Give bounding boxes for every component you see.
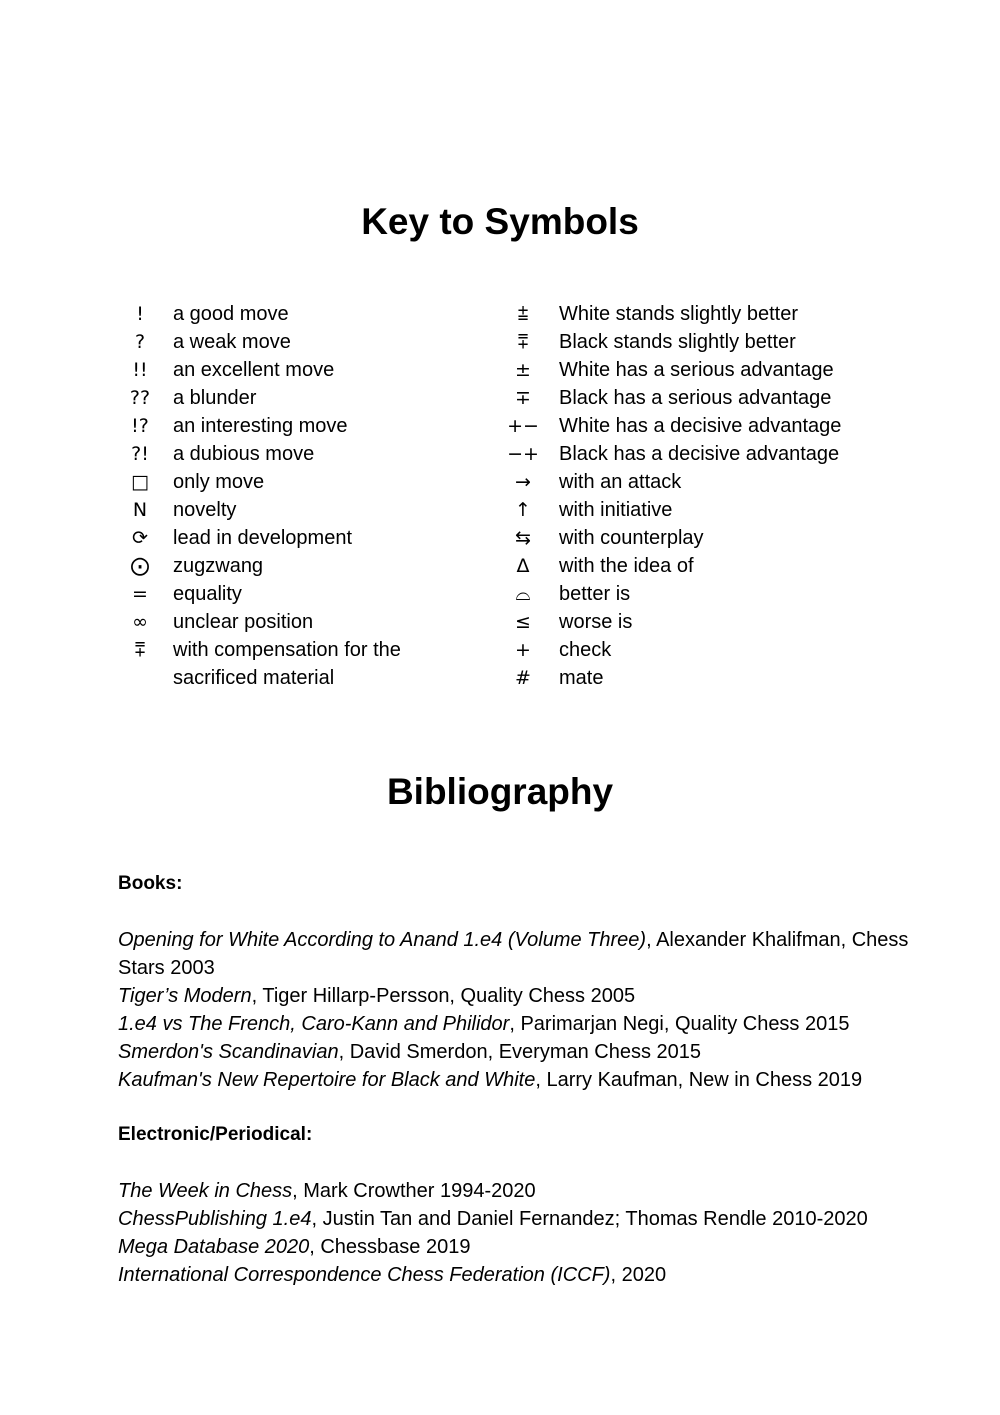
symbol-row xyxy=(120,468,480,496)
symbol-description: lead in development xyxy=(173,527,353,549)
symbol-description: a good move xyxy=(173,303,289,325)
symbol-description: an excellent move xyxy=(173,359,335,381)
symbol-glyph: ± xyxy=(515,359,531,381)
symbol-glyph: ⩱ xyxy=(134,639,146,661)
entry-title: International Correspondence Chess Federation (ICCF) xyxy=(118,1264,611,1286)
entry-title: Tiger’s Modern xyxy=(118,985,252,1007)
symbol-description: Black has a serious advantage xyxy=(559,387,832,409)
symbol-glyph: ≤ xyxy=(515,611,531,633)
symbol-row xyxy=(120,552,480,580)
entry-details: , David Smerdon, Everyman Chess 2015 xyxy=(338,1041,702,1063)
symbol-glyph: −+ xyxy=(507,443,539,465)
symbol-row xyxy=(503,412,923,440)
bibliography-entry xyxy=(118,1261,918,1289)
entry-details: , 2020 xyxy=(610,1264,667,1286)
symbol-glyph: ! xyxy=(136,303,144,325)
symbol-glyph xyxy=(120,664,160,692)
symbol-row xyxy=(120,524,480,552)
symbol-description: worse is xyxy=(559,611,633,633)
symbol-glyph: = xyxy=(132,583,148,605)
symbol-row xyxy=(120,636,480,664)
symbol-glyph: ⩲ xyxy=(517,303,529,325)
symbol-description: a dubious move xyxy=(173,443,315,465)
symbol-glyph: □ xyxy=(131,471,149,493)
symbol-row xyxy=(503,580,923,608)
symbol-glyph: ∞ xyxy=(132,611,148,633)
symbol-description: with initiative xyxy=(559,499,673,521)
symbol-glyph: ? xyxy=(134,331,146,353)
books-list xyxy=(118,926,918,1094)
symbol-row xyxy=(503,328,923,356)
entry-title: Smerdon's Scandinavian xyxy=(118,1041,339,1063)
symbol-glyph: + xyxy=(515,639,531,661)
symbol-description: with compensation for the xyxy=(173,639,401,661)
entry-details: , Chessbase 2019 xyxy=(309,1236,471,1258)
symbol-row xyxy=(120,440,480,468)
entry-details: , Tiger Hillarp-Persson, Quality Chess 2005 xyxy=(251,985,636,1007)
symbol-glyph: ?? xyxy=(129,387,151,409)
symbol-description: mate xyxy=(559,667,604,689)
entry-details: , Parimarjan Negi, Quality Chess 2015 xyxy=(509,1013,850,1035)
symbol-row xyxy=(120,412,480,440)
entry-details: , Mark Crowther 1994-2020 xyxy=(292,1180,536,1202)
electronic-heading: Electronic/Periodical: xyxy=(118,1124,313,1145)
symbol-description: a blunder xyxy=(173,387,257,409)
symbol-description: a weak move xyxy=(173,331,291,353)
symbol-row xyxy=(120,328,480,356)
entry-title: Mega Database 2020 xyxy=(118,1236,310,1258)
bibliography xyxy=(118,870,918,1289)
symbol-row xyxy=(120,300,480,328)
symbol-description: only move xyxy=(173,471,265,493)
symbol-row xyxy=(503,636,923,664)
symbol-row xyxy=(503,356,923,384)
bibliography-entry xyxy=(118,926,918,982)
electronic-list xyxy=(118,1177,918,1289)
symbol-row xyxy=(503,468,923,496)
symbol-row xyxy=(503,440,923,468)
symbol-glyph: # xyxy=(515,667,531,689)
entry-title: The Week in Chess xyxy=(118,1180,293,1202)
symbol-glyph: N xyxy=(132,499,148,521)
symbol-description: with counterplay xyxy=(559,527,704,549)
entry-title: Kaufman's New Repertoire for Black and White xyxy=(118,1069,536,1091)
symbol-row xyxy=(120,496,480,524)
symbol-description: Black has a decisive advantage xyxy=(559,443,840,465)
symbol-row xyxy=(503,608,923,636)
symbol-description: novelty xyxy=(173,499,237,521)
symbol-row xyxy=(120,356,480,384)
symbol-glyph: ⨀ xyxy=(130,555,150,577)
symbol-row xyxy=(503,664,923,692)
bibliography-entry xyxy=(118,1233,918,1261)
symbol-row xyxy=(503,524,923,552)
symbols-right-column xyxy=(503,300,923,692)
bibliography-entry xyxy=(118,982,918,1010)
symbols-left-column xyxy=(120,300,480,692)
symbol-glyph: ⩱ xyxy=(517,331,529,353)
entry-details: , Justin Tan and Daniel Fernandez; Thomas Rendle 2010-2020 xyxy=(311,1208,868,1230)
symbol-description: zugzwang xyxy=(173,555,264,577)
books-heading: Books: xyxy=(118,873,183,894)
symbol-description: White has a serious advantage xyxy=(559,359,834,381)
symbol-row xyxy=(503,384,923,412)
symbol-description: with an attack xyxy=(559,471,682,493)
symbol-glyph: Δ xyxy=(516,555,530,577)
bibliography-entry xyxy=(118,1205,918,1233)
symbol-description: an interesting move xyxy=(173,415,348,437)
bibliography-entry xyxy=(118,1010,918,1038)
symbol-glyph: ⌓ xyxy=(515,583,531,605)
symbol-row xyxy=(503,552,923,580)
symbol-glyph: ∓ xyxy=(515,387,531,409)
entry-title: ChessPublishing 1.e4 xyxy=(118,1208,312,1230)
symbol-description: Black stands slightly better xyxy=(559,331,796,353)
symbol-row xyxy=(120,580,480,608)
symbol-description: sacrificed material xyxy=(173,667,335,689)
entry-details: , Larry Kaufman, New in Chess 2019 xyxy=(535,1069,863,1091)
symbol-row xyxy=(120,608,480,636)
symbol-row xyxy=(503,496,923,524)
symbol-description: with the idea of xyxy=(559,555,694,577)
bibliography-entry xyxy=(118,1038,918,1066)
symbol-glyph: → xyxy=(515,471,531,493)
entry-title: 1.e4 vs The French, Caro-Kann and Philidor xyxy=(118,1013,510,1035)
symbol-row xyxy=(120,664,480,692)
symbol-row xyxy=(120,384,480,412)
symbol-glyph: ?! xyxy=(131,443,149,465)
key-to-symbols-title: Key to Symbols xyxy=(361,201,639,242)
symbol-glyph: +− xyxy=(507,415,539,437)
symbol-description: White stands slightly better xyxy=(559,303,798,325)
symbol-description: equality xyxy=(173,583,242,605)
symbol-description: White has a decisive advantage xyxy=(559,415,842,437)
bibliography-entry xyxy=(118,1066,918,1094)
symbol-glyph: ⇆ xyxy=(515,527,531,549)
entry-title: Opening for White According to Anand 1.e4 (Volume Three) xyxy=(118,929,647,951)
entry-details: , Alexander Khalifman, Chess Stars 2003 xyxy=(118,929,909,979)
symbol-glyph: ⟳ xyxy=(132,527,148,549)
symbol-description: check xyxy=(559,639,612,661)
symbol-description: unclear position xyxy=(173,611,314,633)
symbol-description: better is xyxy=(559,583,631,605)
symbol-glyph: ↑ xyxy=(515,499,531,521)
bibliography-title: Bibliography xyxy=(386,771,614,812)
bibliography-entry xyxy=(118,1177,918,1205)
symbol-row xyxy=(503,300,923,328)
symbol-glyph: !! xyxy=(132,359,148,381)
symbol-glyph: !? xyxy=(131,415,149,437)
